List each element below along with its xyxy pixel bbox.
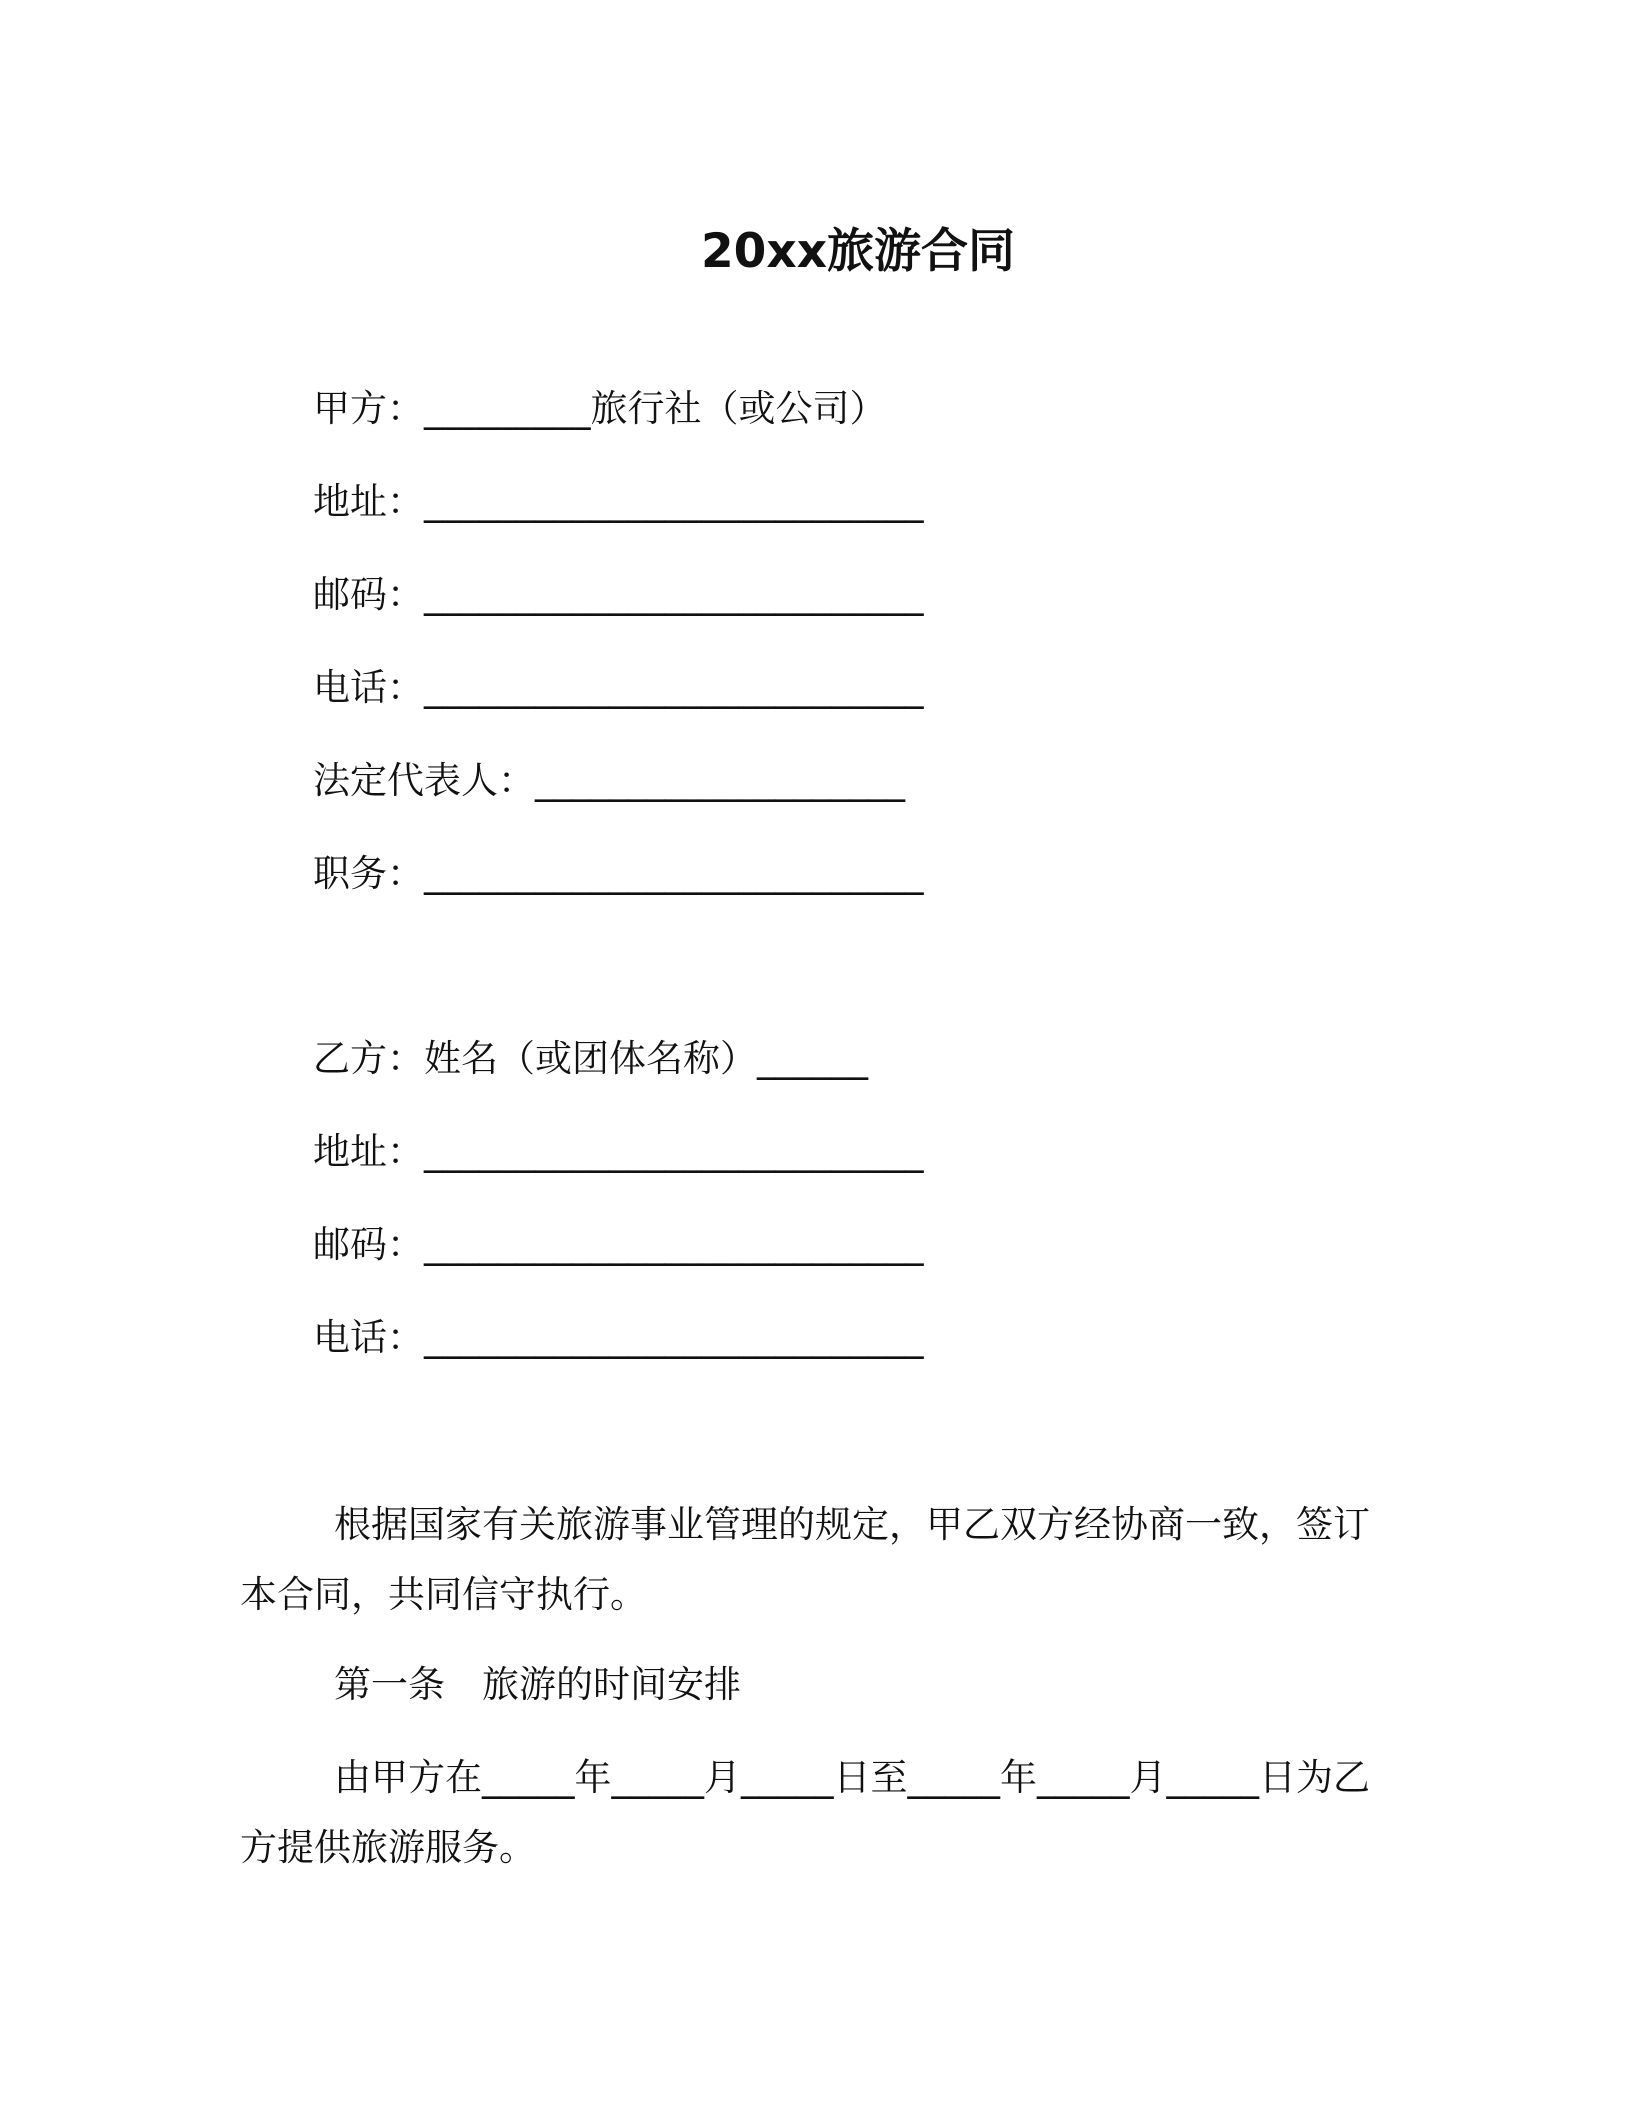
party-b-phone: 电话：___________________________ [313, 1316, 924, 1359]
party-b-name: 乙方：姓名（或团体名称）______ [313, 1037, 868, 1080]
document-title: 20xx旅游合同 [700, 224, 1016, 279]
party-b-address: 地址：___________________________ [313, 1130, 924, 1173]
party-b-postcode: 邮码：___________________________ [313, 1223, 924, 1266]
party-a-name: 甲方：_________旅行社（或公司） [313, 387, 887, 430]
party-a-postcode: 邮码：___________________________ [313, 573, 924, 616]
party-a-address: 地址：___________________________ [313, 480, 924, 523]
party-a-legal-rep: 法定代表人：____________________ [313, 759, 905, 802]
party-a-position: 职务：___________________________ [313, 852, 924, 895]
article-1-heading: 第一条 旅游的时间安排 [334, 1663, 741, 1706]
article-1-body: 由甲方在_____年_____月_____日至_____年_____月_____日为乙方提供旅游服务。 [240, 1756, 1370, 1869]
party-a-phone: 电话：___________________________ [313, 666, 924, 709]
intro-paragraph: 根据国家有关旅游事业管理的规定，甲乙双方经协商一致，签订本合同，共同信守执行。 [240, 1503, 1370, 1616]
